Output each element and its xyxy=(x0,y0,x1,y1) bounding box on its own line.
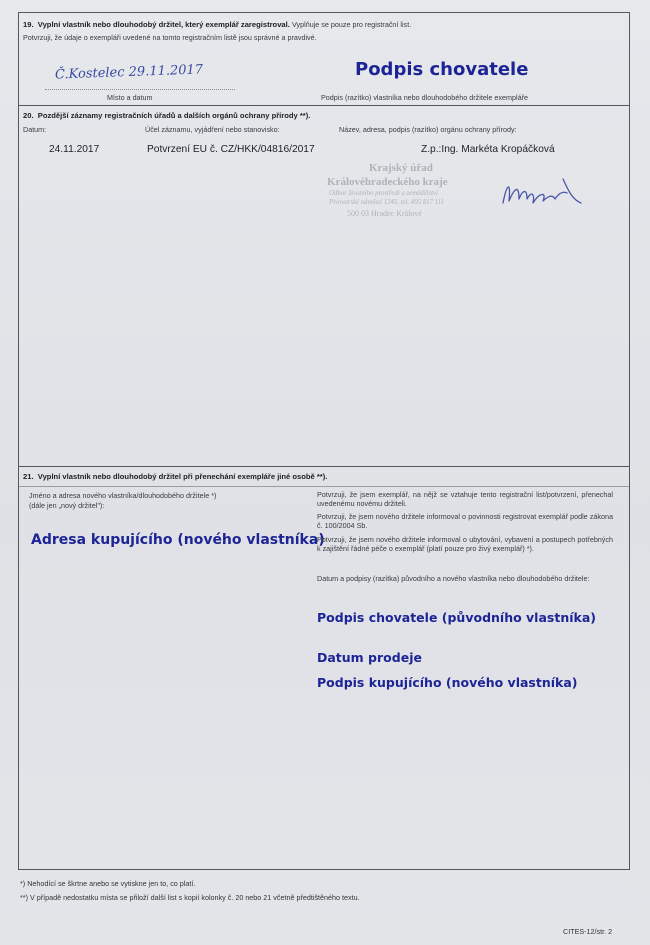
divider-20-21 xyxy=(19,466,629,467)
section20-heading xyxy=(23,111,310,120)
section21-heading xyxy=(23,472,327,481)
section21-title: Vyplní vlastník nebo dlouhodobý držitel při přenechání exempláře jiné osobě **). xyxy=(37,472,328,481)
new-holder-label: Jméno a adresa nového vlastníka/dlouhodobého držitele *) xyxy=(29,491,217,500)
buyer-address: Adresa kupujícího (nového vlastníka) xyxy=(31,532,325,548)
entry-authority: Z.p.:Ing. Markéta Kropáčková xyxy=(421,144,555,155)
entry-purpose: Potvrzení EU č. CZ/HKK/04816/2017 xyxy=(147,144,315,155)
place-date-label: Místo a datum xyxy=(107,93,153,102)
col-purpose-label: Účel záznamu, vyjádření nebo stanovisko: xyxy=(145,125,280,134)
place-date-underline xyxy=(45,89,235,90)
section21-subline xyxy=(19,486,629,487)
col-date-label: Datum: xyxy=(23,125,47,134)
section20-number: 20. xyxy=(23,111,34,120)
stamp-line-5: 500 03 Hradec Králové xyxy=(347,209,422,218)
section21-number: 21. xyxy=(23,472,34,481)
transfer-signatures-label: Datum a podpisy (razítka) původního a nového vlastníka nebo dlouhodobého držitele: xyxy=(317,574,590,583)
sale-date: Datum prodeje xyxy=(317,650,422,665)
signature-placeholder: Podpis chovatele xyxy=(355,59,529,80)
entry-date: 24.11.2017 xyxy=(49,144,100,155)
breeder-signature: Podpis chovatele (původního vlastníka) xyxy=(317,610,596,625)
page-code: CITES-12/str. 2 xyxy=(563,927,613,936)
transfer-confirm-2: Potvrzuji, že jsem nového držitele informoval o povinnosti registrovat exemplář podle zákona č. 100/2004 Sb. xyxy=(317,512,613,530)
transfer-confirm-1: Potvrzuji, že jsem exemplář, na nějž se vztahuje tento registrační list/potvrzení, přenechal uvedenému novému držiteli. xyxy=(317,490,613,508)
stamp-line-3: Odbor životního prostředí a zemědělství xyxy=(329,190,438,197)
cites-form xyxy=(18,12,630,870)
handwritten-place-date: Č.Kostelec 29.11.2017 xyxy=(54,62,204,83)
section20-title: Pozdější záznamy registračních úřadů a dalších orgánů ochrany přírody **). xyxy=(37,111,311,120)
transfer-confirm-3: Potvrzuji, že jsem nového držitele informoval o ubytování, vybavení a postupech potřebných k zajištění řádné péče o exemplář (platí pouze pro živý exemplář) *). xyxy=(317,535,613,553)
buyer-signature: Podpis kupujícího (nového vlastníka) xyxy=(317,675,578,690)
section19-number: 19. xyxy=(23,20,34,29)
section19-note: Vyplňuje se pouze pro registrační list. xyxy=(292,20,412,29)
stamp-line-4: Pivovarské náměstí 1245, tel. 495 817 111 xyxy=(329,199,444,206)
section19-heading xyxy=(23,20,411,29)
col-authority-label: Název, adresa, podpis (razítko) orgánu ochrany přírody: xyxy=(339,125,517,134)
footnote-2: **) V případě nedostatku místa se přiloží další list s kopií kolonky č. 20 nebo 21 včetně předtištěného textu. xyxy=(20,893,360,902)
signature-label: Podpis (razítko) vlastníka nebo dlouhodobého držitele exempláře xyxy=(321,93,528,102)
section19-confirm: Potvrzuji, že údaje o exempláři uvedené na tomto registračním listě jsou správné a pravdivé. xyxy=(23,33,317,42)
divider-19-20 xyxy=(19,105,629,106)
stamp-line-2: Královéhradeckého kraje xyxy=(327,176,448,188)
footnote-1: *) Nehodící se škrtne anebo se vytiskne jen to, co platí. xyxy=(20,879,196,888)
section19-title: Vyplní vlastník nebo dlouhodobý držitel, který exemplář zaregistroval. xyxy=(37,20,290,29)
new-holder-label-2: (dále jen „nový držitel"): xyxy=(29,501,105,510)
official-signature xyxy=(497,173,587,215)
stamp-line-1: Krajský úřad xyxy=(369,162,433,174)
